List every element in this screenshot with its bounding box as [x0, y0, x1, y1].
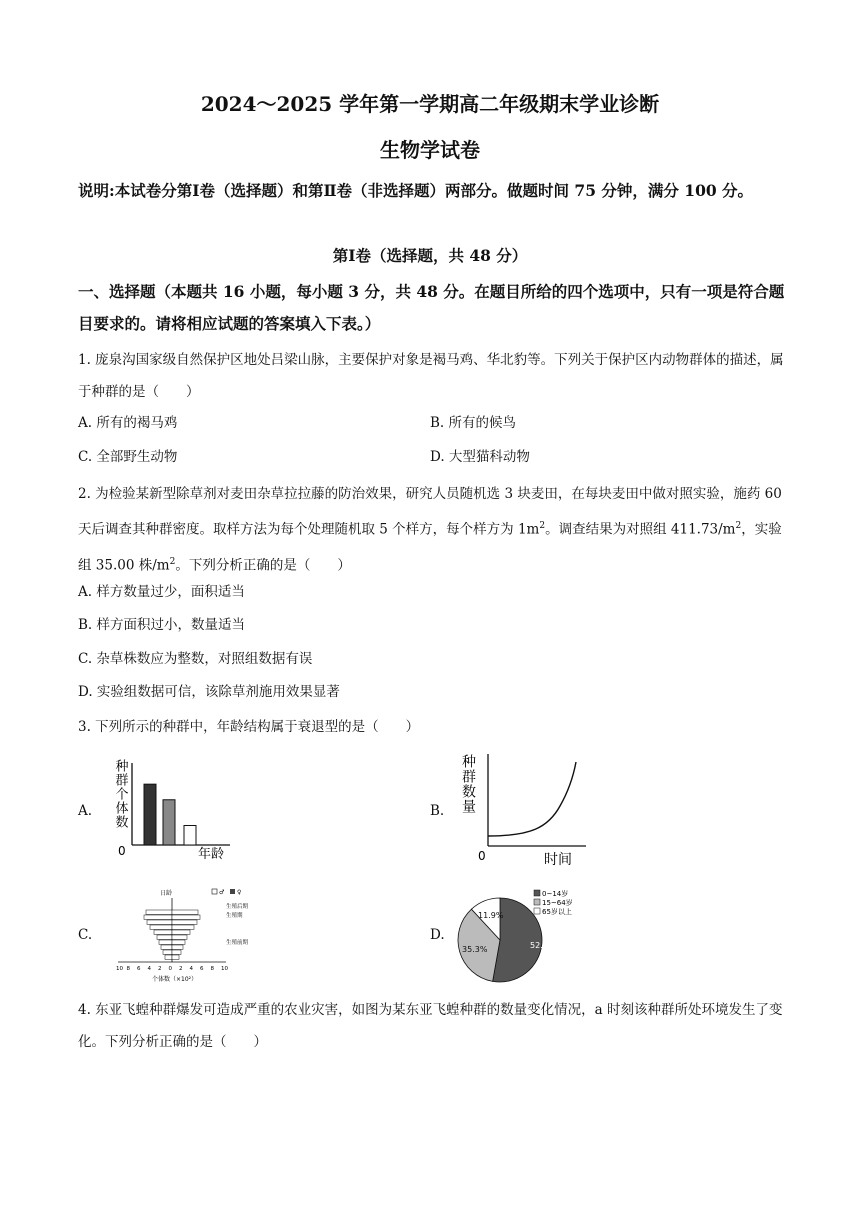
figure-c-tick-9: 6 — [200, 966, 204, 972]
figure-b-ylabel: 种群数量 — [460, 754, 476, 814]
figure-d-legend-swatch-3 — [534, 908, 540, 914]
figure-b-line-chart — [460, 748, 590, 870]
question-1-option-d: D. 大型猫科动物 — [430, 449, 530, 465]
figure-c-tick-7: 2 — [179, 966, 183, 972]
figure-c-stage-post: 生殖后期 — [226, 904, 249, 910]
part-title: 一、选择题（本题共 16 小题，每小题 3 分，共 48 分。在题目所给的四个选项中，只有一项是符合题目要求的。请将相应试题的答案填入下表。） — [78, 282, 785, 333]
figure-c-legend-female-swatch — [230, 889, 235, 894]
figure-c-bar-male-6 — [157, 935, 172, 939]
figure-c-bar-male-1 — [146, 910, 172, 914]
question-2-sup-3: 2 — [169, 556, 176, 567]
figure-c-legend-male: ♂ — [219, 889, 225, 896]
figure-c-bar-male-10 — [165, 955, 172, 959]
exam-title: 2024～2025 学年第一学期高二年级期末学业诊断 — [200, 92, 660, 116]
figure-c-bar-male-8 — [161, 945, 172, 949]
exam-subtitle: 生物学试卷 — [380, 138, 480, 162]
figure-a-ylabel: 种群个体数 — [112, 759, 128, 829]
figure-c-xlabel: 个体数（×10²） — [152, 976, 198, 983]
figure-c-tick-6: 0 — [168, 966, 172, 972]
figure-c-bar-female-3 — [172, 920, 197, 924]
figure-c-age-pyramid — [108, 886, 268, 986]
figure-c-stage-pre: 生殖前期 — [226, 940, 249, 946]
figure-c-bar-female-7 — [172, 940, 185, 944]
figure-c-tick-3: 6 — [137, 966, 141, 972]
figure-d-pie-chart — [452, 888, 612, 988]
question-2-text-3: ，实验组 35.00 株/m — [78, 521, 782, 573]
figure-b-curve — [488, 762, 576, 836]
figure-c-tick-10: 8 — [210, 966, 214, 972]
figure-c-bar-male-7 — [159, 940, 172, 944]
figure-c-tick-5: 2 — [158, 966, 162, 972]
figure-c-tick-11: 10 — [221, 966, 228, 972]
figure-c-bar-female-8 — [172, 945, 183, 949]
figure-a-bar-1 — [144, 784, 156, 845]
figure-c-bar-female-4 — [172, 925, 194, 929]
figure-d-label-1: 52.8% — [530, 941, 556, 950]
question-2-option-d: D. 实验组数据可信，该除草剂施用效果显著 — [78, 684, 340, 700]
figure-c-bar-female-6 — [172, 935, 187, 939]
question-2-sup-2: 2 — [735, 521, 742, 531]
question-3-stem: 3. 下列所示的种群中，年龄结构属于衰退型的是（ ） — [78, 719, 420, 735]
figure-d-legend-swatch-1 — [534, 890, 540, 896]
question-3-option-d-letter: D. — [430, 927, 445, 943]
figure-c-legend-female: ♀ — [237, 889, 242, 896]
question-2-stem — [78, 478, 788, 581]
figure-c-bar-female-2 — [172, 915, 200, 919]
figure-c-bar-female-10 — [172, 955, 179, 959]
question-2-option-c: C. 杂草株数应为整数，对照组数据有误 — [78, 651, 313, 667]
figure-c-tick-1: 10 — [116, 966, 123, 972]
figure-c-bar-male-3 — [147, 920, 172, 924]
figure-c-bar-male-4 — [150, 925, 172, 929]
exam-note: 说明:本试卷分第Ⅰ卷（选择题）和第Ⅱ卷（非选择题）两部分。做题时间 75 分钟，满分 100 分。 — [78, 181, 754, 200]
question-1-stem: 1. 庞泉沟国家级自然保护区地处吕梁山脉，主要保护对象是褐马鸡、华北豹等。下列关于保护区内动物群体的描述，属于种群的是（ ） — [78, 352, 784, 400]
question-2-sup-1: 2 — [539, 521, 546, 531]
figure-c-legend-male-swatch — [212, 889, 217, 894]
figure-c-ylabel: 日龄 — [160, 890, 173, 897]
section-title: 第Ⅰ卷（选择题，共 48 分） — [332, 246, 528, 265]
figure-a-bar-3 — [184, 826, 196, 846]
question-2-text-1: 2. 为检验某新型除草剂对麦田杂草拉拉藤的防治效果，研究人员随机选 3 块麦田，在每块麦田中做对照实验，施药 60 天后调查其种群密度。取样方法为每个处理随机取 5 个样方，每个样方为 1m — [78, 486, 782, 538]
question-2-option-b: B. 样方面积过小，数量适当 — [78, 617, 246, 633]
figure-d-legend-2: 15~64岁 — [542, 899, 573, 907]
question-4-stem: 4. 东亚飞蝗种群爆发可造成严重的农业灾害，如图为某东亚飞蝗种群的数量变化情况，a 时刻该种群所处环境发生了变化。下列分析正确的是（ ） — [78, 1002, 783, 1050]
figure-d-legend-1: 0~14岁 — [542, 890, 569, 898]
figure-c-bar-female-9 — [172, 950, 181, 954]
figure-a-bar-chart — [100, 755, 240, 865]
figure-c-tick-2: 8 — [126, 966, 130, 972]
figure-d-legend-swatch-2 — [534, 899, 540, 905]
question-2-text-4: 。下列分析正确的是（ ） — [175, 557, 351, 573]
question-2-option-a: A. 样方数量过少，面积适当 — [78, 584, 245, 600]
question-3-option-a-letter: A. — [78, 803, 93, 819]
figure-c-bar-male-9 — [163, 950, 172, 954]
figure-c-tick-4: 4 — [147, 966, 151, 972]
figure-c-bar-male-2 — [144, 915, 172, 919]
figure-a-bar-2 — [163, 800, 175, 845]
question-2-text-2: 。调查结果为对照组 411.73/m — [545, 521, 736, 538]
figure-a-xlabel: 年龄 — [198, 847, 225, 862]
figure-d-legend-3: 65岁以上 — [542, 908, 572, 916]
figure-d-label-3: 11.9% — [478, 911, 504, 920]
figure-c-bar-male-5 — [154, 930, 172, 934]
figure-c-stage-repro: 生殖期 — [226, 913, 243, 919]
figure-c-bar-female-1 — [172, 910, 198, 914]
question-1-option-c: C. 全部野生动物 — [78, 449, 178, 465]
question-3-option-b-letter: B. — [430, 803, 445, 819]
figure-a-origin: 0 — [118, 844, 126, 858]
figure-c-bar-female-5 — [172, 930, 190, 934]
figure-c-tick-8: 4 — [189, 966, 193, 972]
figure-d-label-2: 35.3% — [462, 945, 488, 954]
question-1-option-b: B. 所有的候鸟 — [430, 415, 517, 431]
figure-b-xlabel: 时间 — [544, 852, 572, 868]
figure-b-origin: 0 — [478, 849, 486, 863]
question-3-option-c-letter: C. — [78, 927, 93, 943]
question-1-option-a: A. 所有的褐马鸡 — [78, 415, 178, 431]
